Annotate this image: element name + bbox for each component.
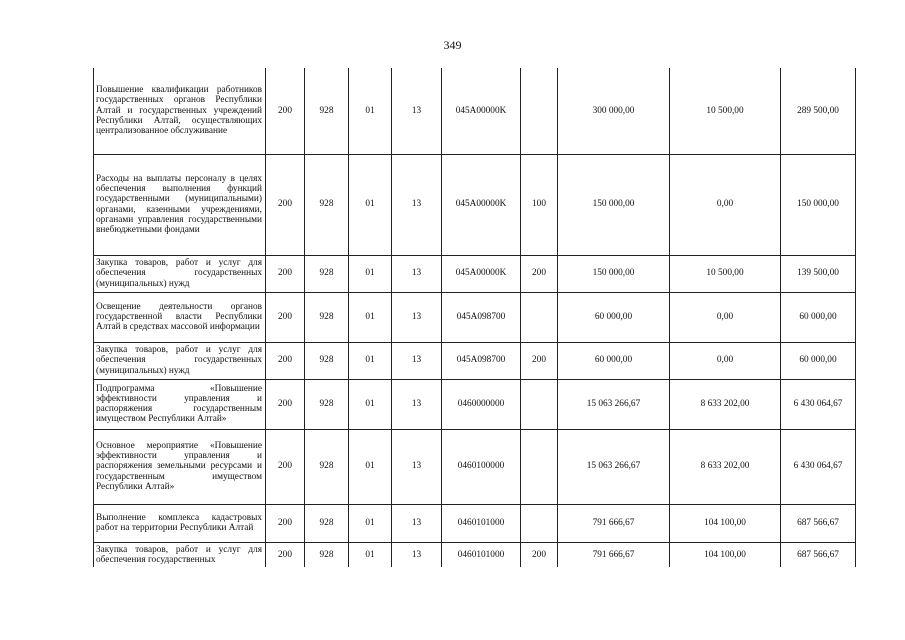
ministry-cell: 928 xyxy=(305,154,349,255)
code-cell: 200 xyxy=(266,379,305,429)
table-row xyxy=(94,292,856,342)
subsection-cell: 13 xyxy=(392,68,442,154)
section-cell: 01 xyxy=(349,255,392,292)
expense-name-cell: Закупка товаров, работ и услуг для обеспечения государственных (муниципальных) нужд xyxy=(94,342,266,379)
table-row xyxy=(94,542,856,567)
subsection-cell: 13 xyxy=(392,154,442,255)
code-cell: 200 xyxy=(266,255,305,292)
amount2-cell: 10 500,00 xyxy=(670,68,781,154)
expense-name-cell: Закупка товаров, работ и услуг для обеспечения государственных (муниципальных) нужд xyxy=(94,255,266,292)
code-cell: 200 xyxy=(266,429,305,504)
subsection-cell: 13 xyxy=(392,342,442,379)
amount2-cell: 8 633 202,00 xyxy=(670,379,781,429)
amount2-cell: 104 100,00 xyxy=(670,504,781,542)
amount3-cell: 6 430 064,67 xyxy=(781,429,856,504)
expense-type-cell xyxy=(521,292,558,342)
ministry-cell: 928 xyxy=(305,504,349,542)
expense-type-cell xyxy=(521,504,558,542)
expense-type-cell xyxy=(521,429,558,504)
subsection-cell: 13 xyxy=(392,542,442,567)
ministry-cell: 928 xyxy=(305,542,349,567)
amount2-cell: 0,00 xyxy=(670,342,781,379)
target-article-cell: 045A00000K xyxy=(442,68,521,154)
target-article-cell: 045A00000K xyxy=(442,255,521,292)
target-article-cell: 0460000000 xyxy=(442,379,521,429)
amount3-cell: 6 430 064,67 xyxy=(781,379,856,429)
ministry-cell: 928 xyxy=(305,68,349,154)
target-article-cell: 045A098700 xyxy=(442,292,521,342)
amount1-cell: 150 000,00 xyxy=(558,255,670,292)
amount3-cell: 139 500,00 xyxy=(781,255,856,292)
section-cell: 01 xyxy=(349,379,392,429)
amount2-cell: 104 100,00 xyxy=(670,542,781,567)
code-cell: 200 xyxy=(266,504,305,542)
expense-name-cell: Расходы на выплаты персоналу в целях обеспечения выполнения функций государственными (муниципальными) органами, казенными учреждениями, органами управления государственными внебюджетными фондами xyxy=(94,154,266,255)
page-number: 349 xyxy=(443,38,462,52)
table-row xyxy=(94,429,856,504)
subsection-cell: 13 xyxy=(392,379,442,429)
subsection-cell: 13 xyxy=(392,429,442,504)
code-cell: 200 xyxy=(266,342,305,379)
expense-type-cell: 200 xyxy=(521,255,558,292)
section-cell: 01 xyxy=(349,154,392,255)
ministry-cell: 928 xyxy=(305,429,349,504)
amount2-cell: 8 633 202,00 xyxy=(670,429,781,504)
section-cell: 01 xyxy=(349,68,392,154)
amount3-cell: 60 000,00 xyxy=(781,292,856,342)
amount1-cell: 60 000,00 xyxy=(558,292,670,342)
section-cell: 01 xyxy=(349,429,392,504)
amount3-cell: 687 566,67 xyxy=(781,504,856,542)
table-row xyxy=(94,379,856,429)
amount2-cell: 0,00 xyxy=(670,292,781,342)
amount3-cell: 60 000,00 xyxy=(781,342,856,379)
ministry-cell: 928 xyxy=(305,342,349,379)
amount1-cell: 150 000,00 xyxy=(558,154,670,255)
expense-name-cell: Подпрограмма «Повышение эффективности управления и распоряжения государственным имуществом Республики Алтай» xyxy=(94,379,266,429)
amount1-cell: 15 063 266,67 xyxy=(558,379,670,429)
table-row xyxy=(94,255,856,292)
expense-name-cell: Освещение деятельности органов государственной власти Республики Алтай в средствах массовой информации xyxy=(94,292,266,342)
amount3-cell: 687 566,67 xyxy=(781,542,856,567)
table-row xyxy=(94,68,856,154)
table-row xyxy=(94,342,856,379)
code-cell: 200 xyxy=(266,68,305,154)
ministry-cell: 928 xyxy=(305,379,349,429)
expense-name-cell: Основное мероприятие «Повышение эффективности управления и распоряжения земельными ресурсами и государственным имуществом Республики Алтай» xyxy=(94,429,266,504)
target-article-cell: 0460101000 xyxy=(442,542,521,567)
target-article-cell: 045A00000K xyxy=(442,154,521,255)
code-cell: 200 xyxy=(266,542,305,567)
section-cell: 01 xyxy=(349,504,392,542)
budget-table xyxy=(93,68,856,567)
amount1-cell: 15 063 266,67 xyxy=(558,429,670,504)
expense-name-cell: Закупка товаров, работ и услуг для обеспечения государственных xyxy=(94,542,266,567)
expense-type-cell: 100 xyxy=(521,154,558,255)
expense-name-cell: Повышение квалификации работников государственных органов Республики Алтай и государственных учреждений Республики Алтай, осуществляющих централизованное обслуживание xyxy=(94,68,266,154)
code-cell: 200 xyxy=(266,292,305,342)
ministry-cell: 928 xyxy=(305,255,349,292)
amount2-cell: 0,00 xyxy=(670,154,781,255)
amount3-cell: 289 500,00 xyxy=(781,68,856,154)
section-cell: 01 xyxy=(349,292,392,342)
target-article-cell: 045A098700 xyxy=(442,342,521,379)
subsection-cell: 13 xyxy=(392,292,442,342)
expense-type-cell xyxy=(521,379,558,429)
expense-type-cell xyxy=(521,68,558,154)
amount1-cell: 791 666,67 xyxy=(558,542,670,567)
code-cell: 200 xyxy=(266,154,305,255)
amount1-cell: 791 666,67 xyxy=(558,504,670,542)
table-row xyxy=(94,154,856,255)
amount1-cell: 300 000,00 xyxy=(558,68,670,154)
expense-type-cell: 200 xyxy=(521,342,558,379)
subsection-cell: 13 xyxy=(392,504,442,542)
amount3-cell: 150 000,00 xyxy=(781,154,856,255)
amount2-cell: 10 500,00 xyxy=(670,255,781,292)
amount1-cell: 60 000,00 xyxy=(558,342,670,379)
subsection-cell: 13 xyxy=(392,255,442,292)
target-article-cell: 0460101000 xyxy=(442,504,521,542)
section-cell: 01 xyxy=(349,542,392,567)
expense-type-cell: 200 xyxy=(521,542,558,567)
expense-name-cell: Выполнение комплекса кадастровых работ на территории Республики Алтай xyxy=(94,504,266,542)
target-article-cell: 0460100000 xyxy=(442,429,521,504)
table-row xyxy=(94,504,856,542)
ministry-cell: 928 xyxy=(305,292,349,342)
section-cell: 01 xyxy=(349,342,392,379)
